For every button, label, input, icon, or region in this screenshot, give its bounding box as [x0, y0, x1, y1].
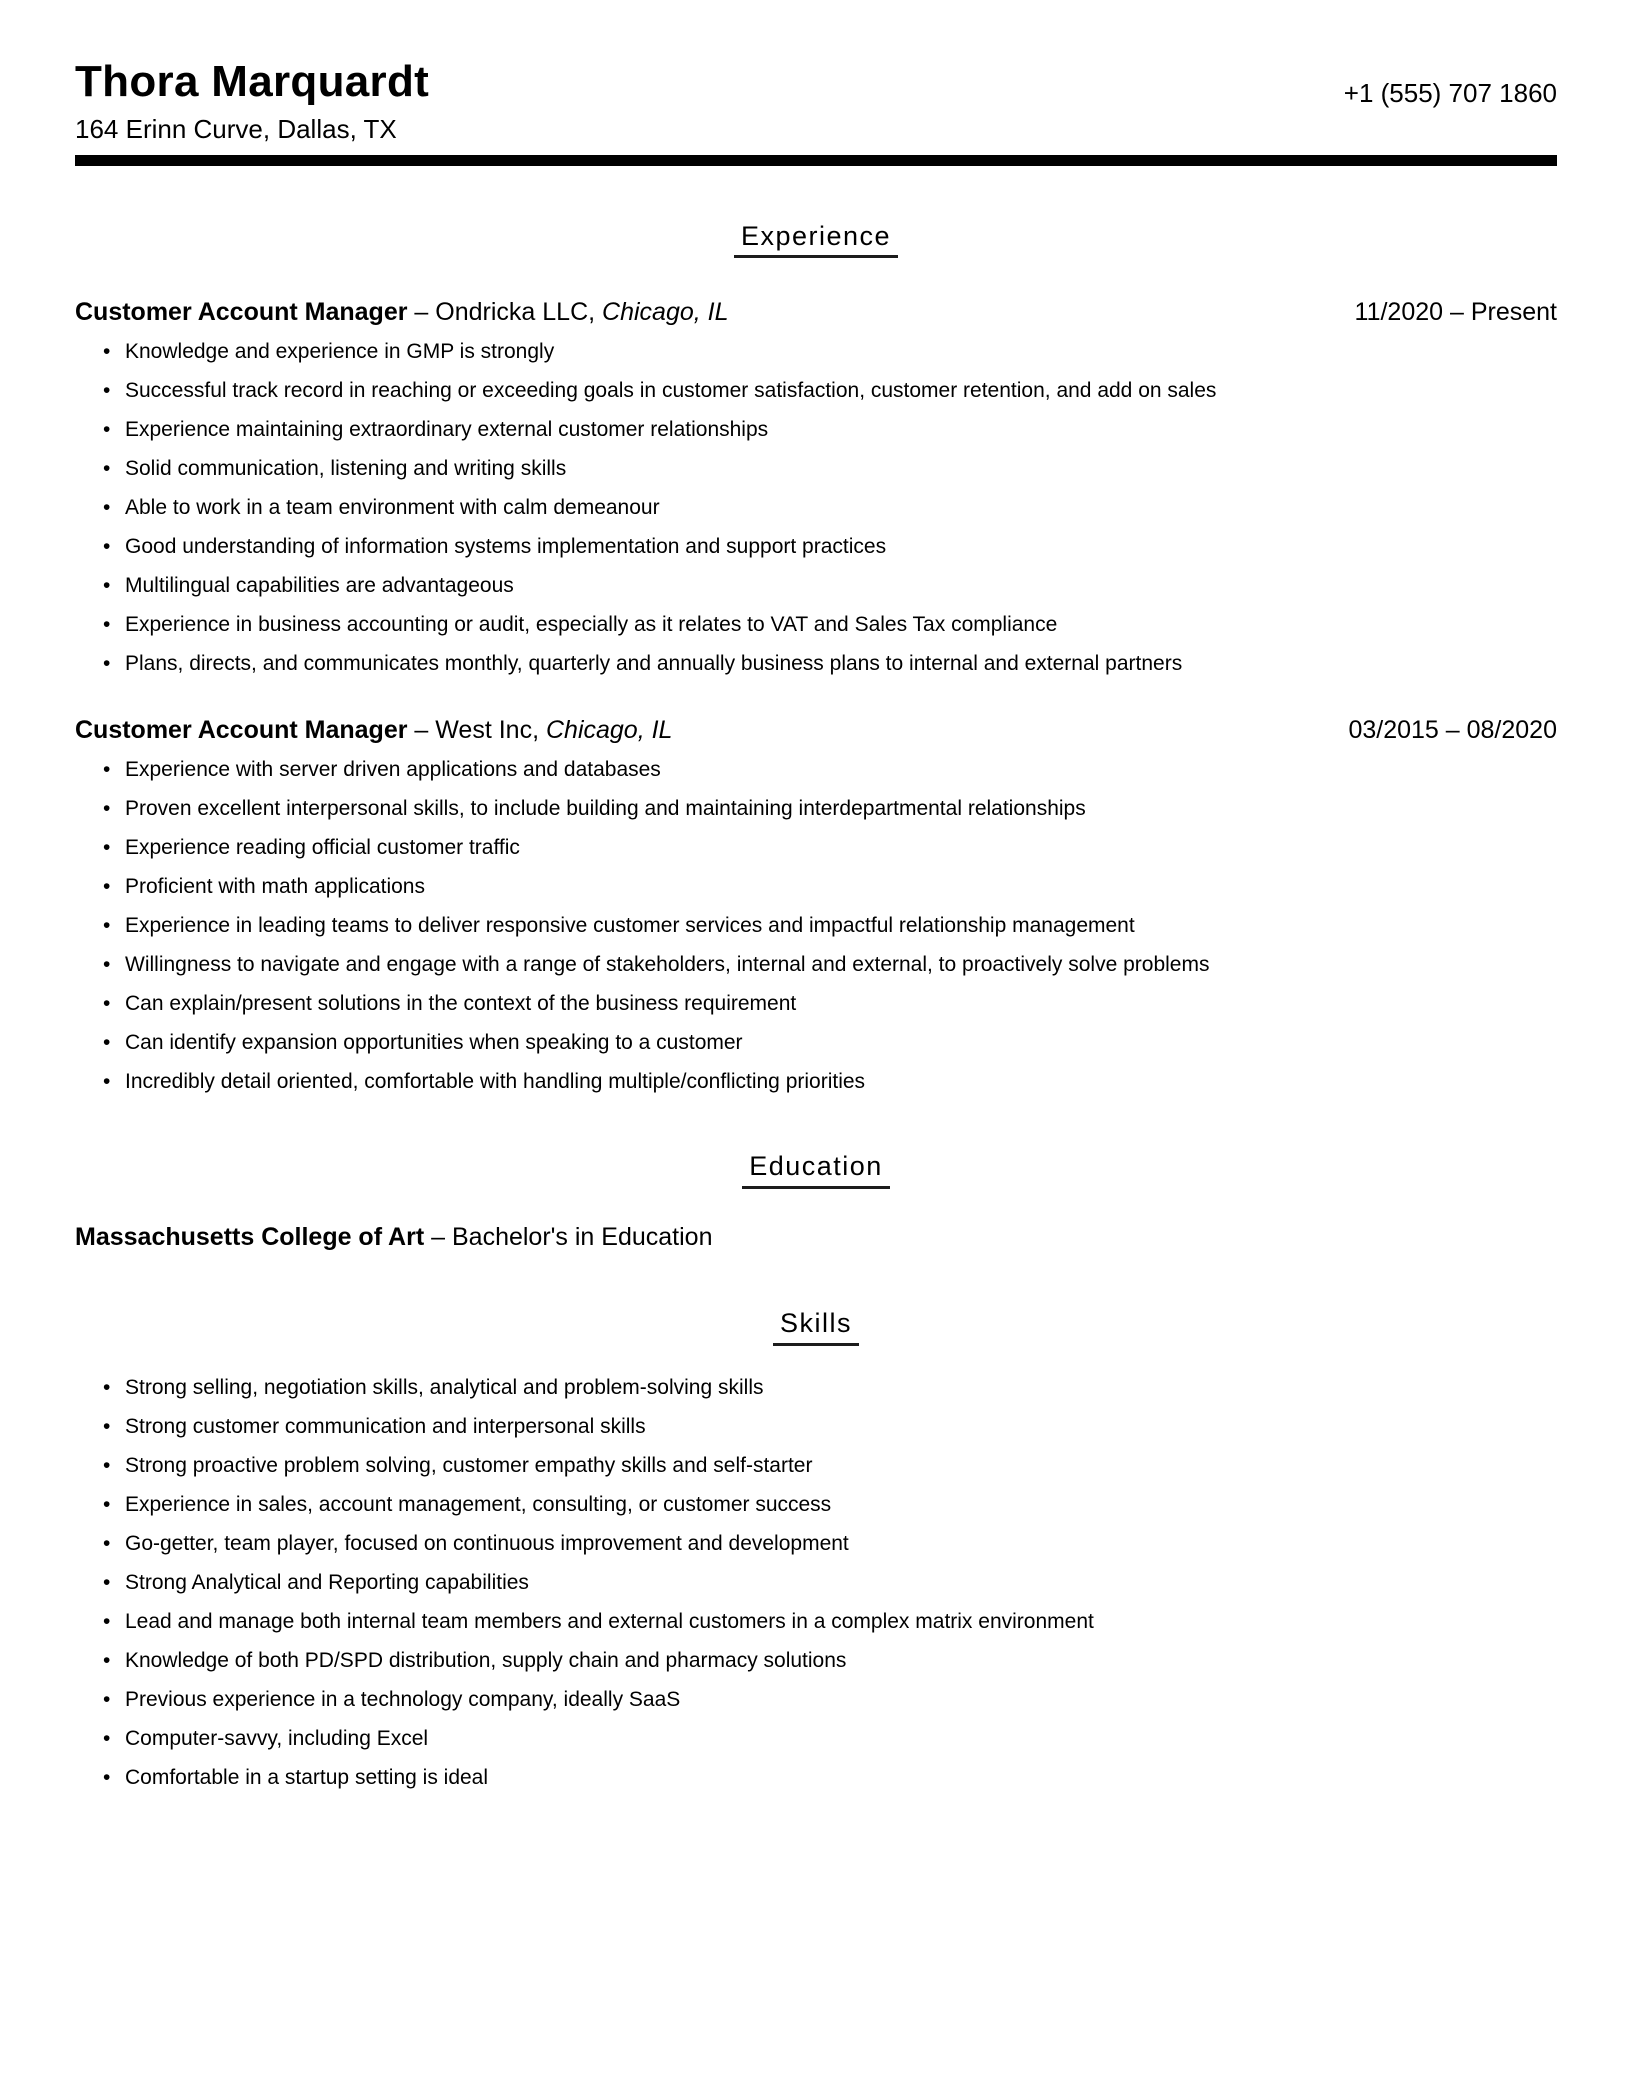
job-1-separator: – [414, 298, 429, 327]
job-2-title [75, 714, 672, 746]
job-2-dates: 03/2015 – 08/2020 [1348, 716, 1557, 745]
bullet-item: • Plans, directs, and communicates monthly, quarterly and annually business plans to internal and external partners [75, 650, 1557, 678]
skills-section-title: Skills [773, 1307, 859, 1346]
job-2-company: West Inc, [435, 716, 540, 745]
bullet-item: • Experience in leading teams to deliver responsive customer services and impactful relationship management [75, 912, 1557, 940]
resume-header [75, 56, 1557, 166]
bullet-item: • Experience reading official customer traffic [75, 834, 1557, 862]
school-name: Massachusetts College of Art [75, 1223, 425, 1252]
bullet-item: • Multilingual capabilities are advantageous [75, 572, 1557, 600]
bullet-item: • Knowledge and experience in GMP is strongly [75, 338, 1557, 366]
job-1-header [75, 296, 1557, 328]
bullet-item: • Go-getter, team player, focused on continuous improvement and development [75, 1530, 1557, 1558]
job-2-role: Customer Account Manager [75, 716, 408, 745]
job-1-location: Chicago, IL [602, 298, 729, 327]
job-1-role: Customer Account Manager [75, 298, 408, 327]
bullet-item: • Solid communication, listening and writing skills [75, 455, 1557, 483]
skills-bullet-list [75, 1374, 1557, 1792]
job-1-title [75, 296, 729, 328]
bullet-item: • Proven excellent interpersonal skills, to include building and maintaining interdepartmental relationships [75, 795, 1557, 823]
bullet-item: • Experience with server driven applications and databases [75, 756, 1557, 784]
bullet-item: • Can explain/present solutions in the context of the business requirement [75, 990, 1557, 1018]
job-1-bullet-list [75, 338, 1557, 678]
bullet-item: • Experience in sales, account management, consulting, or customer success [75, 1491, 1557, 1519]
section-experience [75, 220, 1557, 1097]
bullet-item: • Strong proactive problem solving, customer empathy skills and self-starter [75, 1452, 1557, 1480]
bullet-item: • Strong Analytical and Reporting capabilities [75, 1569, 1557, 1597]
bullet-item: • Experience maintaining extraordinary external customer relationships [75, 416, 1557, 444]
bullet-item: • Computer-savvy, including Excel [75, 1725, 1557, 1753]
person-name: Thora Marquardt [75, 57, 430, 106]
job-entry-2 [75, 714, 1557, 1096]
education-section-title: Education [742, 1150, 890, 1189]
address-line: 164 Erinn Curve, Dallas, TX [75, 113, 397, 144]
bullet-item: • Willingness to navigate and engage with a range of stakeholders, internal and external, to proactively solve problems [75, 951, 1557, 979]
degree-name: Bachelor's in Education [451, 1223, 713, 1252]
section-skills [75, 1307, 1557, 1792]
job-2-bullet-list [75, 756, 1557, 1096]
job-2-separator: – [414, 716, 429, 745]
job-1-company: Ondricka LLC, [435, 298, 596, 327]
education-entry [75, 1221, 1557, 1253]
bullet-item: • Strong selling, negotiation skills, analytical and problem-solving skills [75, 1374, 1557, 1402]
skills-title-row [75, 1307, 1557, 1346]
experience-title-row [75, 220, 1557, 259]
section-education [75, 1150, 1557, 1253]
bullet-item: • Incredibly detail oriented, comfortable with handling multiple/conflicting priorities [75, 1068, 1557, 1096]
bullet-item: • Lead and manage both internal team members and external customers in a complex matrix environment [75, 1608, 1557, 1636]
bullet-item: • Knowledge of both PD/SPD distribution, supply chain and pharmacy solutions [75, 1647, 1557, 1675]
job-entry-1 [75, 296, 1557, 678]
bullet-item: • Previous experience in a technology company, ideally SaaS [75, 1686, 1557, 1714]
job-1-dates: 11/2020 – Present [1354, 298, 1557, 327]
bullet-item: • Can identify expansion opportunities when speaking to a customer [75, 1029, 1557, 1057]
bullet-item: • Good understanding of information systems implementation and support practices [75, 533, 1557, 561]
bullet-item: • Experience in business accounting or audit, especially as it relates to VAT and Sales Tax compliance [75, 611, 1557, 639]
bullet-item: • Proficient with math applications [75, 873, 1557, 901]
job-2-location: Chicago, IL [545, 716, 673, 745]
bullet-item: • Successful track record in reaching or exceeding goals in customer satisfaction, customer retention, and add on sales [75, 377, 1557, 405]
job-2-header [75, 714, 1557, 746]
experience-section-title: Experience [734, 220, 898, 259]
bullet-item: • Strong customer communication and interpersonal skills [75, 1413, 1557, 1441]
header-divider [75, 155, 1557, 166]
education-separator: – [431, 1223, 446, 1252]
bullet-item: • Able to work in a team environment with calm demeanour [75, 494, 1557, 522]
education-title-row [75, 1150, 1557, 1189]
phone-number: +1 (555) 707 1860 [1343, 78, 1557, 108]
bullet-item: • Comfortable in a startup setting is ideal [75, 1764, 1557, 1792]
